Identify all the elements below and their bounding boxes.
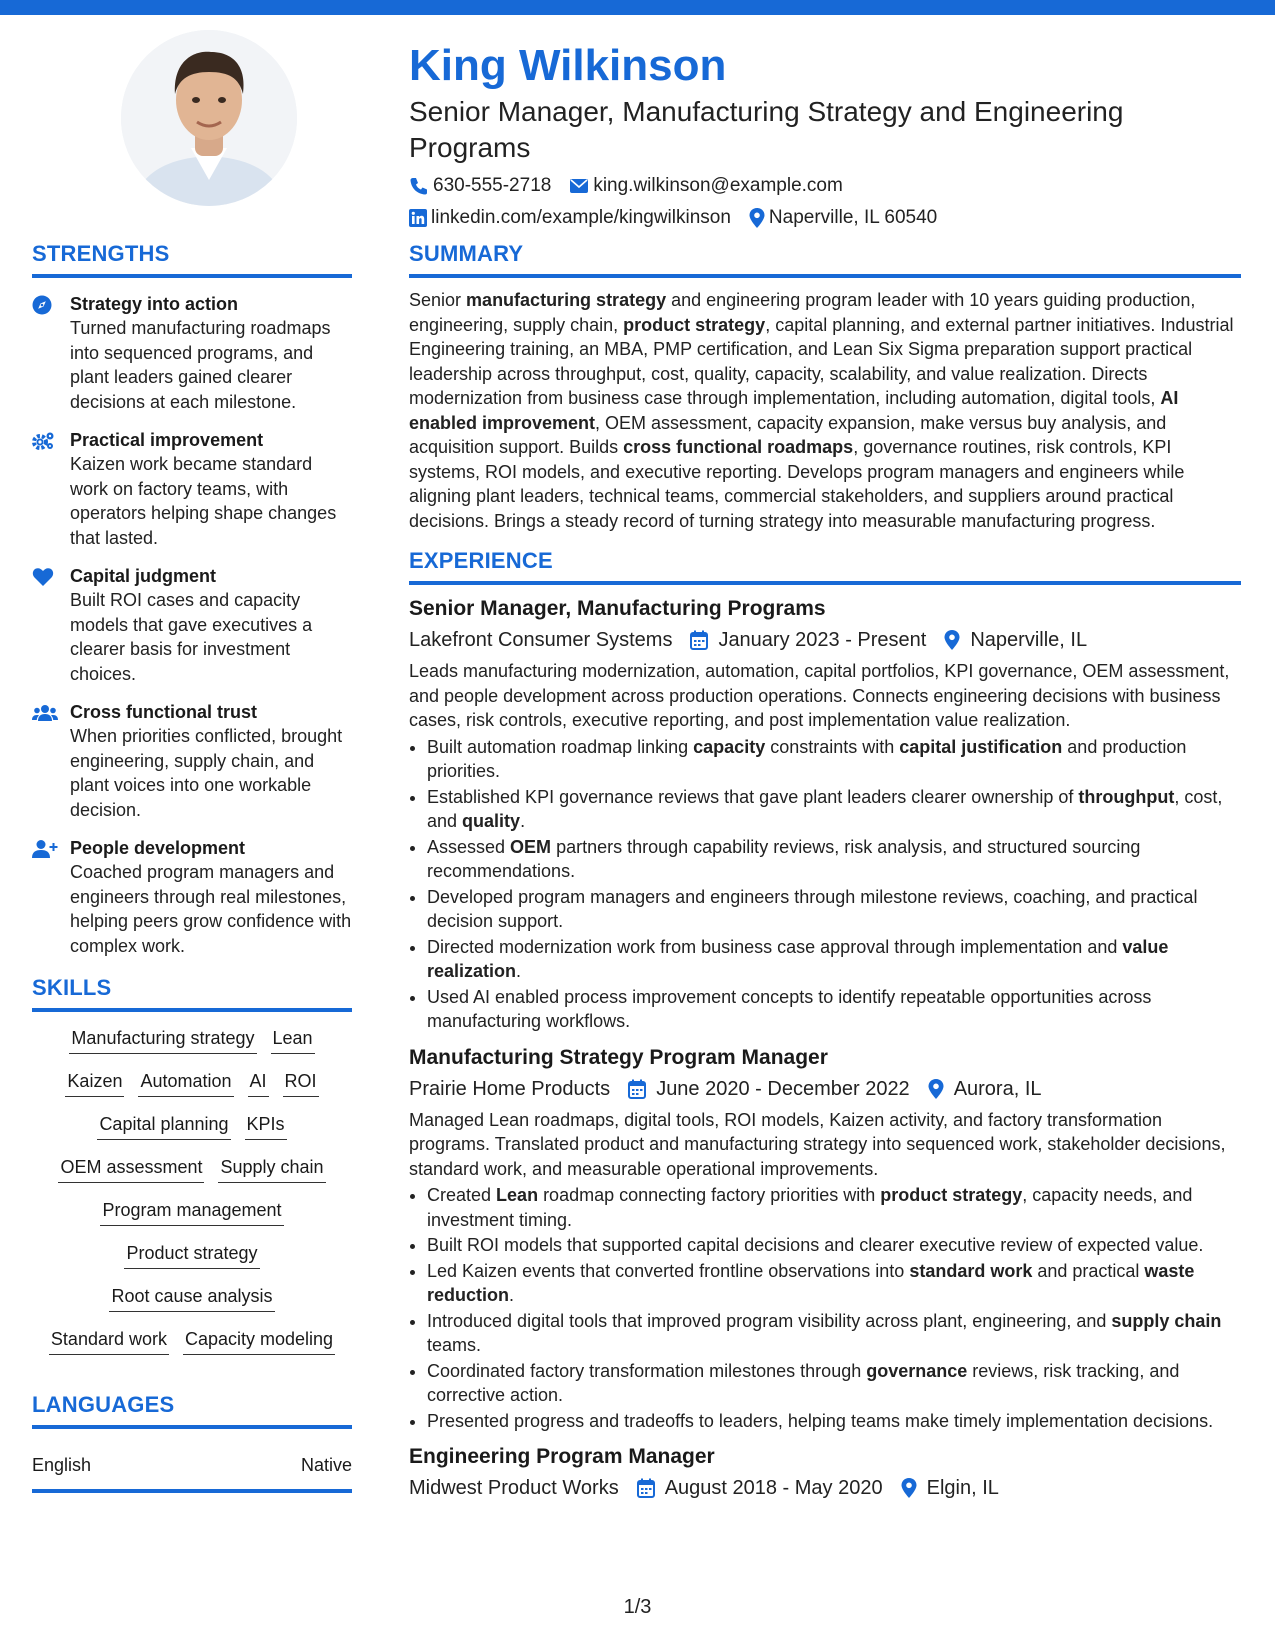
strength-title: Practical improvement — [70, 430, 264, 450]
job-location — [928, 1076, 1042, 1102]
job-bullets — [409, 735, 1241, 1034]
strength-item — [32, 564, 352, 686]
user-plus-icon — [32, 836, 70, 958]
job-dates — [628, 1076, 910, 1102]
bullet-item — [427, 1259, 1241, 1308]
skill-tag: AI — [248, 1069, 269, 1097]
bullet-item — [427, 885, 1241, 934]
location-text: Naperville, IL 60540 — [768, 207, 938, 228]
text-run: Assessed — [427, 836, 511, 857]
bold-text: standard work — [909, 1260, 1033, 1281]
language-level-bar — [32, 1489, 352, 1493]
compass-icon — [32, 292, 70, 414]
job-entry — [409, 1443, 1241, 1501]
text-run: constraints with — [765, 736, 900, 757]
skill-tag: KPIs — [245, 1112, 287, 1140]
bullet-item — [427, 1233, 1241, 1258]
strength-title: Cross functional trust — [70, 702, 258, 722]
bullet-item — [427, 785, 1241, 834]
calendar-icon — [628, 1079, 656, 1099]
skill-row — [32, 1069, 352, 1097]
bold-text: cross functional roadmaps — [623, 437, 854, 457]
phone-item — [409, 174, 551, 198]
text-run: . — [516, 961, 522, 981]
location-item — [749, 206, 937, 230]
skill-tag: Standard work — [49, 1327, 169, 1355]
skill-tag: Root cause analysis — [109, 1284, 274, 1312]
top-accent-bar — [0, 0, 1275, 15]
map-pin-icon — [944, 630, 970, 650]
bullet-item — [427, 1359, 1241, 1408]
text-run: . — [520, 811, 526, 831]
skills-list — [32, 1026, 352, 1355]
bullet-item — [427, 735, 1241, 784]
envelope-icon — [569, 178, 589, 194]
job-meta — [409, 1475, 1241, 1501]
skill-tag: Capacity modeling — [183, 1327, 335, 1355]
bold-text: capacity — [693, 736, 766, 757]
strengths-section — [32, 240, 352, 958]
bold-text: capital justification — [899, 736, 1063, 757]
text-run: roadmap connecting factory priorities with — [538, 1185, 881, 1205]
job-description: Leads manufacturing modernization, automation, capital portfolios, KPI governance, OEM assessment, and people development across production operations. Connects engineering decisions with business cases, risk controls, executive reporting, and post implementation value realization. — [409, 661, 1230, 730]
skill-row — [32, 1327, 352, 1355]
company-name: Prairie Home Products — [409, 1077, 611, 1100]
text-run: Introduced digital tools that improved program visibility across plant, engineering, and — [427, 1310, 1112, 1331]
job-location — [901, 1475, 999, 1501]
right-column — [409, 240, 1241, 1501]
text-run: Developed program managers and engineers through milestone reviews, coaching, and practical decision support. — [427, 886, 1198, 931]
candidate-title: Senior Manager, Manufacturing Strategy and Engineering Programs — [409, 96, 1124, 163]
strength-item — [32, 292, 352, 414]
languages-divider — [32, 1425, 352, 1429]
experience-heading: EXPERIENCE — [409, 548, 553, 573]
job-title: Manufacturing Strategy Program Manager — [409, 1045, 828, 1069]
bullet-item — [427, 1409, 1241, 1434]
skill-tag: Automation — [138, 1069, 233, 1097]
text-run: reviews, risk tracking, and corrective action. — [427, 1360, 1180, 1405]
users-icon — [32, 700, 70, 822]
bullet-item — [427, 1309, 1241, 1358]
experience-section — [409, 547, 1241, 1501]
phone-text: 630-555-2718 — [433, 175, 552, 196]
bullet-item — [427, 935, 1241, 984]
text-run: Created — [427, 1185, 497, 1205]
strength-desc: Built ROI cases and capacity models that gave executives a clearer basis for investment choices. — [70, 590, 313, 684]
job-dates-text: January 2023 - Present — [718, 629, 927, 651]
skill-row — [32, 1198, 352, 1226]
skill-row — [32, 1026, 352, 1054]
calendar-icon — [637, 1478, 665, 1498]
profile-photo — [121, 30, 297, 206]
bold-text: product strategy — [880, 1185, 1023, 1205]
strength-title: Capital judgment — [70, 566, 217, 586]
strength-item — [32, 700, 352, 822]
text-run: partners through capability reviews, risk analysis, and structured sourcing recommendations. — [427, 836, 1141, 881]
bold-text: AI enabled improvement — [409, 388, 1179, 433]
linkedin-link[interactable]: linkedin.com/example/kingwilkinson — [431, 207, 731, 228]
bold-text: OEM — [510, 836, 552, 857]
skill-tag: Kaizen — [65, 1069, 124, 1097]
bullet-item — [427, 985, 1241, 1034]
skill-tag: Capital planning — [97, 1112, 230, 1140]
skill-tag: Lean — [271, 1026, 315, 1054]
candidate-name: King Wilkinson — [409, 41, 727, 90]
language-row — [32, 1453, 352, 1477]
strength-item — [32, 836, 352, 958]
skill-tag: OEM assessment — [58, 1155, 204, 1183]
contact-row-2 — [409, 206, 1249, 230]
resume-header — [409, 40, 1249, 230]
email-item[interactable] — [569, 174, 843, 198]
text-run: Coordinated factory transformation milestones through — [427, 1360, 867, 1381]
strength-desc: When priorities conflicted, brought engineering, supply chain, and plant voices into one workable decision. — [70, 726, 343, 820]
text-run: and practical — [1032, 1260, 1145, 1281]
skills-section — [32, 974, 352, 1355]
job-location-text: Elgin, IL — [926, 1477, 999, 1499]
bold-text: value realization — [427, 936, 1169, 981]
heart-icon — [32, 564, 70, 686]
bold-text: throughput — [1078, 786, 1175, 807]
job-title: Engineering Program Manager — [409, 1445, 715, 1468]
left-column — [32, 240, 352, 1493]
calendar-icon — [690, 630, 718, 650]
email-link[interactable]: king.wilkinson@example.com — [593, 175, 843, 196]
linkedin-item[interactable] — [409, 206, 731, 230]
text-run: , OEM assessment, capacity expansion, make versus buy analysis, and acquisition support. Builds — [409, 412, 1167, 457]
language-level: Native — [300, 1455, 352, 1475]
skill-row — [32, 1241, 352, 1269]
skill-tag: Manufacturing strategy — [69, 1026, 256, 1054]
job-location — [944, 627, 1087, 653]
job-title: Senior Manager, Manufacturing Programs — [409, 597, 826, 620]
job-entry — [409, 1044, 1241, 1434]
text-run: Senior — [409, 290, 467, 310]
summary-text — [409, 288, 1241, 533]
job-dates — [690, 627, 926, 653]
text-run: Presented progress and tradeoffs to leaders, helping teams make timely implementation decisions. — [427, 1410, 1214, 1431]
text-run: and engineering program leader with 10 years guiding production, engineering, supply chain, — [409, 290, 1196, 335]
summary-heading: SUMMARY — [409, 241, 524, 266]
text-run: , cost, and — [427, 786, 1223, 831]
linkedin-icon — [409, 209, 427, 227]
skill-row — [32, 1155, 352, 1183]
job-dates-text: August 2018 - May 2020 — [664, 1477, 883, 1499]
job-dates — [637, 1475, 883, 1501]
text-run: , capacity needs, and investment timing. — [427, 1185, 1193, 1230]
bold-text: governance — [866, 1360, 968, 1381]
job-entry — [409, 595, 1241, 1034]
strength-title: People development — [70, 838, 246, 858]
map-pin-icon — [901, 1478, 927, 1498]
summary-section — [409, 240, 1241, 533]
skill-tag: Program management — [100, 1198, 283, 1226]
company-name: Lakefront Consumer Systems — [409, 629, 673, 651]
text-run: Built ROI models that supported capital decisions and clearer executive review of expected value. — [427, 1235, 1204, 1255]
job-dates-text: June 2020 - December 2022 — [656, 1077, 910, 1100]
skill-tag: Supply chain — [218, 1155, 325, 1183]
bold-text: supply chain — [1111, 1310, 1222, 1331]
skill-row — [32, 1284, 352, 1312]
text-run: . — [509, 1285, 515, 1305]
text-run: Led Kaizen events that converted frontline observations into — [427, 1260, 910, 1281]
skill-tag: Product strategy — [124, 1241, 259, 1269]
text-run: Established KPI governance reviews that gave plant leaders clearer ownership of — [427, 786, 1079, 807]
gears-icon — [32, 428, 70, 550]
phone-icon — [409, 176, 429, 196]
strength-title: Strategy into action — [70, 294, 239, 314]
bullet-item — [427, 1183, 1241, 1232]
bold-text: quality — [462, 811, 521, 831]
skills-heading: SKILLS — [32, 975, 112, 1000]
map-pin-icon — [928, 1079, 954, 1099]
skills-divider — [32, 1008, 352, 1012]
languages-section — [32, 1391, 352, 1493]
bold-text: Lean — [496, 1185, 539, 1205]
map-pin-icon — [749, 208, 765, 228]
job-location-text: Aurora, IL — [953, 1077, 1042, 1100]
job-meta — [409, 627, 1241, 653]
experience-divider — [409, 581, 1241, 585]
job-location-text: Naperville, IL — [970, 629, 1088, 651]
language-name: English — [32, 1455, 92, 1475]
bold-text: manufacturing strategy — [466, 290, 667, 310]
text-run: Directed modernization work from business case approval through implementation and — [427, 936, 1123, 957]
strength-desc: Turned manufacturing roadmaps into sequenced programs, and plant leaders gained clearer decisions at each milestone. — [70, 318, 331, 412]
strength-desc: Coached program managers and engineers through real milestones, helping peers grow confidence with complex work. — [70, 862, 352, 956]
strength-item — [32, 428, 352, 550]
strengths-list — [32, 292, 352, 958]
page-number: 1/3 — [623, 1596, 652, 1618]
bullet-item — [427, 835, 1241, 884]
strengths-heading: STRENGTHS — [32, 241, 170, 266]
bold-text: product strategy — [623, 314, 766, 335]
company-name: Midwest Product Works — [409, 1477, 619, 1499]
job-description: Managed Lean roadmaps, digital tools, ROI models, Kaizen activity, and factory transformation programs. Translated product and manufacturing strategy into sequenced work, stakeholder decisions, standard work, and measurable operational improvements. — [409, 1109, 1226, 1179]
job-bullets — [409, 1183, 1241, 1433]
skill-row — [32, 1112, 352, 1140]
strengths-divider — [32, 274, 352, 278]
languages-heading: LANGUAGES — [32, 1392, 175, 1417]
text-run: , governance routines, risk controls, KPI systems, ROI models, and executive reporting. Develops program managers and engineers while aligning plant leaders, technical teams, commercial stakeholders, and suppliers around practical decisions. Brings a steady record of turning strategy into measurable manufacturing progress. — [409, 437, 1185, 531]
bold-text: waste reduction — [427, 1260, 1195, 1305]
text-run: , capital planning, and external partner initiatives. Industrial Engineering training, an MBA, PMP certification, and Lean Six Sigma preparation support practical leadership across throughput, cost, quality, capacity, scalability, and value realization. Directs modernization from business case through implementation, including automation, digital tools, — [409, 314, 1234, 408]
text-run: and production priorities. — [427, 736, 1187, 781]
strength-desc: Kaizen work became standard work on factory teams, with operators helping shape changes that lasted. — [70, 454, 337, 548]
text-run: teams. — [427, 1335, 482, 1355]
contact-row-1 — [409, 174, 1249, 198]
text-run: Built automation roadmap linking — [427, 736, 694, 757]
skill-tag: ROI — [283, 1069, 319, 1097]
jobs-list — [409, 595, 1241, 1501]
text-run: Used AI enabled process improvement concepts to identify repeatable opportunities across manufacturing workflows. — [427, 986, 1152, 1031]
summary-divider — [409, 274, 1241, 278]
job-meta — [409, 1076, 1241, 1102]
